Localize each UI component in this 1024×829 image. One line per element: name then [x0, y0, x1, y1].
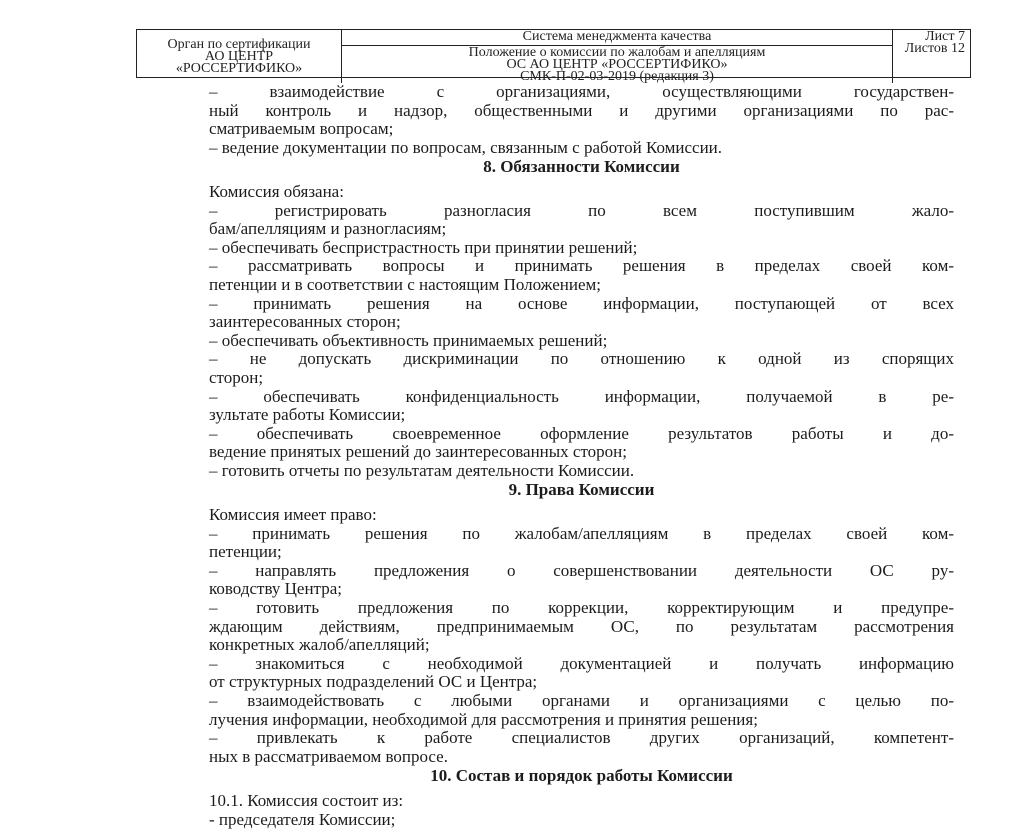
text-line: – готовить отчеты по результатам деятельности Комиссии. [209, 460, 635, 480]
text-line: ный контроль и надзор, общественными и другими организациями по рас- [209, 100, 954, 120]
text-line: лучения информации, необходимой для рассмотрения и принятия решения; [209, 709, 758, 729]
text-line: – направлять предложения о совершенствовании деятельности ОС ру- [209, 560, 954, 580]
text-line: – принимать решения на основе информации, поступающей от всех [209, 293, 954, 313]
paragraph [209, 562, 954, 599]
text-line: петенции и в соответствии с настоящим Положением; [209, 274, 601, 294]
text-line: – взаимодействовать с любыми органами и организациями с целью по- [209, 691, 954, 710]
paragraph [209, 202, 954, 239]
paragraph [209, 139, 954, 158]
org-line: «РОССЕРТИФИКО» [175, 61, 303, 76]
doc-title-line: СМК-П-02-03-2019 (редакция 3) [520, 69, 714, 84]
text-line: – не допускать дискриминации по отношению к одной из спорящих [209, 349, 954, 369]
sheet-number-cell [893, 30, 970, 83]
text-line: – обеспечивать объективность принимаемых решений; [209, 330, 608, 350]
paragraph [209, 425, 954, 462]
text-line: ждающим действиям, предпринимаемым ОС, по результатам рассмотрения [209, 616, 954, 636]
text-line: Комиссия обязана: [209, 181, 344, 201]
text-line: – регистрировать разногласия по всем поступившим жало- [209, 200, 954, 220]
paragraph [209, 295, 954, 332]
org-line: Орган по сертификации [167, 37, 311, 52]
text-line: – обеспечивать конфиденциальность информации, получаемой в ре- [209, 386, 954, 406]
text-line: ководству Центра; [209, 579, 342, 599]
text-line: сматриваемым вопросам; [209, 119, 394, 139]
doc-title [342, 46, 892, 83]
text-line: – взаимодействие с организациями, осуществляющими государствен- [209, 82, 954, 101]
certification-body-cell [137, 30, 342, 83]
org-line: АО ЦЕНТР [204, 49, 274, 64]
paragraph [209, 239, 954, 258]
document-header [136, 29, 971, 84]
qms-title: Система менеджмента качества [342, 30, 892, 46]
text-line: 10.1. Комиссия состоит из: [209, 790, 404, 810]
paragraph [209, 83, 954, 139]
paragraph [209, 599, 954, 655]
text-line: – рассматривать вопросы и принимать решения в пределах своей ком- [209, 256, 954, 276]
text-line: зультате работы Комиссии; [209, 405, 406, 425]
text-line: ных в рассматриваемом вопросе. [209, 746, 448, 766]
text-line: петенции; [209, 542, 282, 562]
doc-title-line: Положение о комиссии по жалобам и апелляциям [468, 45, 766, 60]
paragraph [209, 792, 954, 811]
paragraph [209, 332, 954, 351]
paragraph [209, 506, 954, 525]
text-line: ведение принятых решений до заинтересованных сторон; [209, 442, 628, 462]
sheets-total: Листов 12 [904, 41, 965, 56]
section-heading: 10. Состав и порядок работы Комиссии [430, 766, 733, 786]
text-line: – обеспечивать своевременное оформление результатов работы и до- [209, 423, 954, 443]
text-line: – готовить предложения по коррекции, корректирующим и предупре- [209, 598, 954, 618]
document-title-cell [342, 30, 893, 83]
paragraph [209, 388, 954, 425]
paragraph [209, 183, 954, 202]
paragraph [209, 655, 954, 692]
text-line: сторон; [209, 367, 264, 387]
paragraph [209, 350, 954, 387]
text-line: бам/апелляциям и разногласиям; [209, 219, 447, 239]
text-line: – знакомиться с необходимой документацией и получать информацию [209, 653, 954, 673]
text-line: Комиссия имеет право: [209, 505, 377, 525]
text-line: от структурных подразделений ОС и Центра; [209, 672, 538, 692]
text-line: заинтересованных сторон; [209, 312, 401, 332]
doc-title-line: ОС АО ЦЕНТР «РОССЕРТИФИКО» [506, 57, 728, 72]
document-body [209, 83, 954, 829]
section-heading: 9. Права Комиссии [508, 480, 655, 500]
paragraph [209, 811, 954, 829]
paragraph [209, 525, 954, 562]
text-line: – привлекать к работе специалистов других организаций, компетент- [209, 728, 954, 748]
text-line: – ведение документации по вопросам, связанным с работой Комиссии. [209, 137, 723, 157]
text-line: конкретных жалоб/апелляций; [209, 635, 430, 655]
text-line: – обеспечивать беспристрастность при принятии решений; [209, 237, 638, 257]
sheet-number: Лист 7 [925, 29, 965, 44]
paragraph [209, 462, 954, 481]
section-heading: 8. Обязанности Комиссии [483, 157, 680, 177]
text-line: – принимать решения по жалобам/апелляциям в пределах своей ком- [209, 523, 954, 543]
paragraph [209, 257, 954, 294]
text-line: - председателя Комиссии; [209, 809, 396, 829]
paragraph [209, 729, 954, 766]
